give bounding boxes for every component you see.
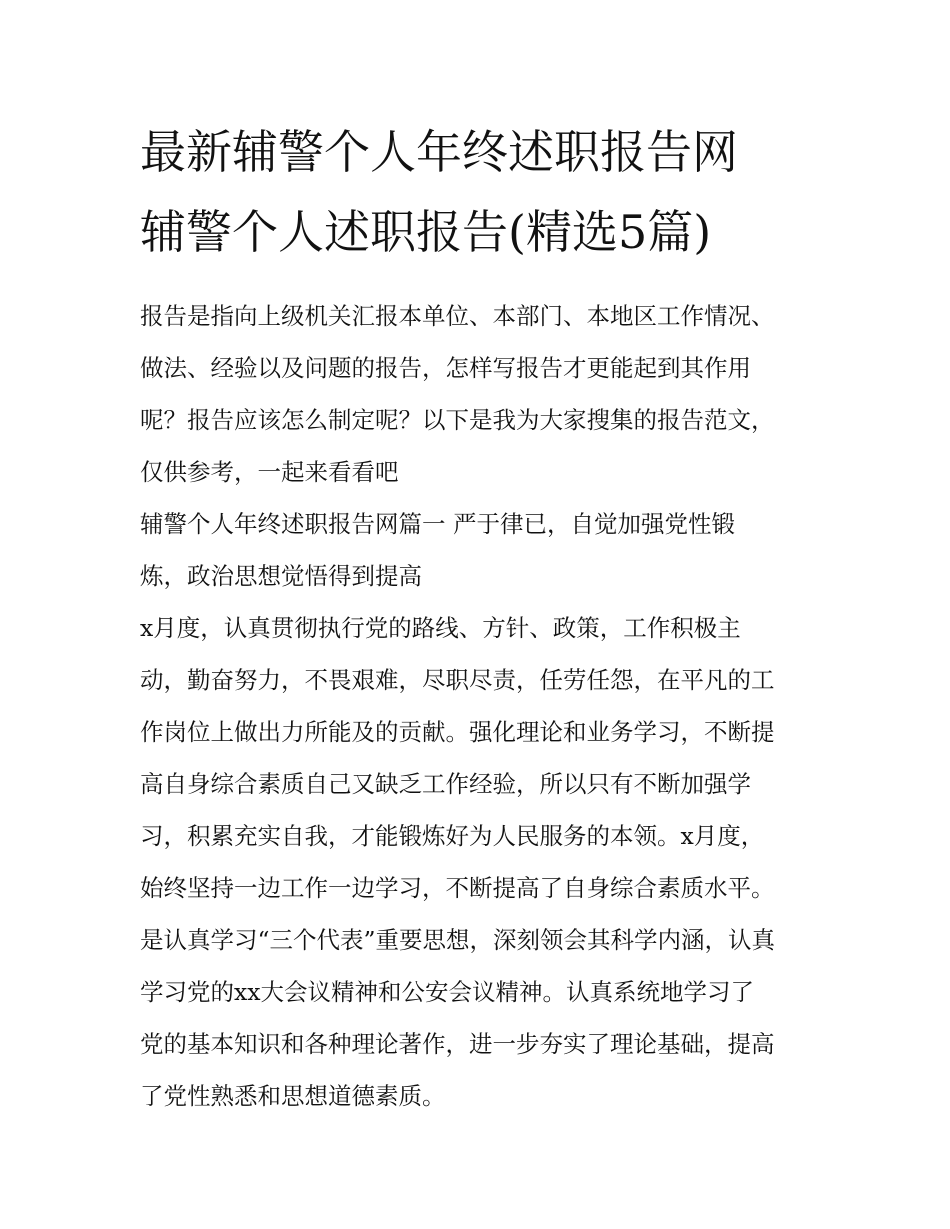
body-line: 动，勤奋努力，不畏艰难，尽职尽责，任劳任怨，在平凡的工 xyxy=(140,666,775,694)
body-line: 党的基本知识和各种理论著作，进一步夯实了理论基础，提高 xyxy=(140,1030,775,1058)
body-paragraph xyxy=(140,602,820,1122)
section-heading-line: 炼，政治思想觉悟得到提高 xyxy=(140,562,422,590)
body-line: 学习党的xx大会议精神和公安会议精神。认真系统地学习了 xyxy=(140,978,755,1006)
intro-line: 仅供参考，一起来看看吧 xyxy=(140,458,399,486)
intro-paragraph xyxy=(140,290,820,498)
intro-line: 做法、经验以及问题的报告，怎样写报告才更能起到其作用 xyxy=(140,354,751,382)
document-title xyxy=(140,112,820,272)
body-line: 始终坚持一边工作一边学习，不断提高了自身综合素质水平。 xyxy=(140,874,775,902)
title-line: 最新辅警个人年终述职报告网 xyxy=(140,125,738,179)
body-line: 习，积累充实自我，才能锻炼好为人民服务的本领。x月度， xyxy=(140,822,765,850)
intro-line: 报告是指向上级机关汇报本单位、本部门、本地区工作情况、 xyxy=(140,302,775,330)
intro-line: 呢？报告应该怎么制定呢？以下是我为大家搜集的报告范文， xyxy=(140,406,775,434)
body-line: 作岗位上做出力所能及的贡献。强化理论和业务学习，不断提 xyxy=(140,718,775,746)
section-heading-line: 辅警个人年终述职报告网篇一 严于律已，自觉加强党性锻 xyxy=(140,510,735,538)
body-line: x月度，认真贯彻执行党的路线、方针、政策，工作积极主 xyxy=(140,614,741,642)
body-line: 是认真学习“三个代表”重要思想，深刻领会其科学内涵，认真 xyxy=(140,926,776,954)
section-heading xyxy=(140,498,820,602)
body-line: 高自身综合素质自己又缺乏工作经验，所以只有不断加强学 xyxy=(140,770,751,798)
document-page xyxy=(140,112,820,1122)
body-line: 了党性熟悉和思想道德素质。 xyxy=(140,1082,446,1110)
title-line: 辅警个人述职报告(精选5篇) xyxy=(140,205,712,259)
